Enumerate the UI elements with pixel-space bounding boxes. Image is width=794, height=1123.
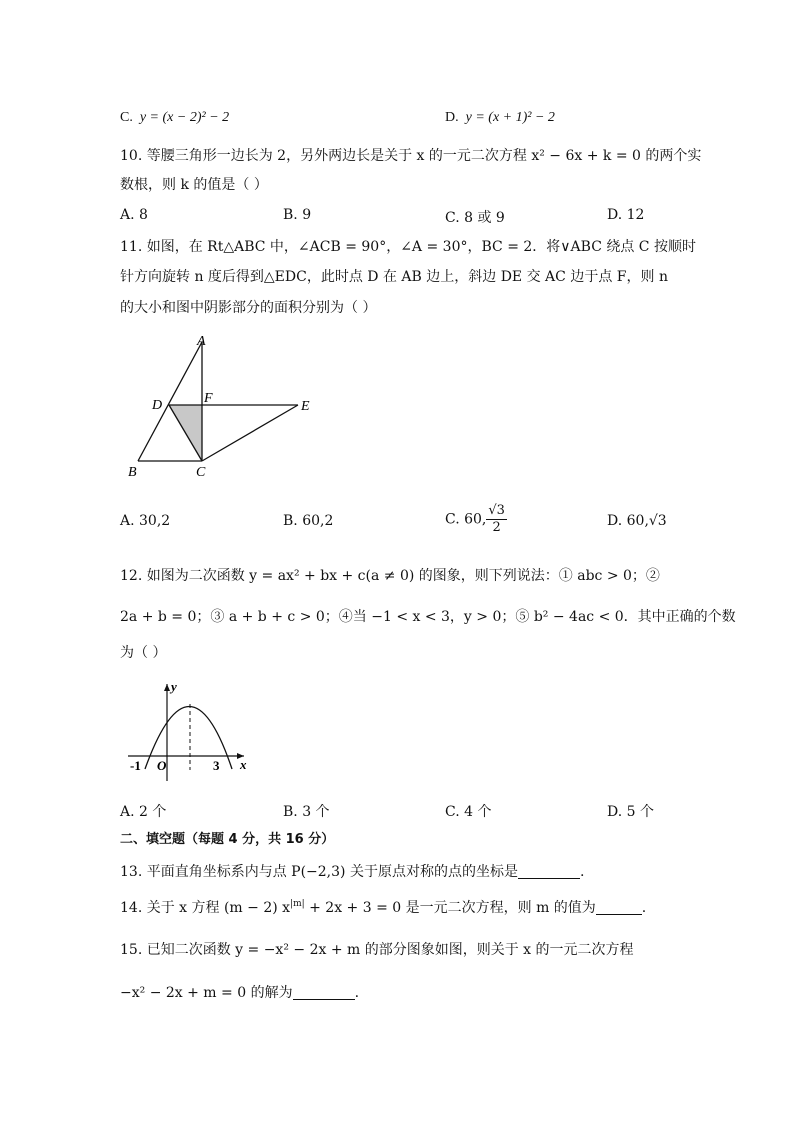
q9-option-c-letter: C.	[120, 110, 133, 125]
q11-line3: 的大小和图中阴影部分的面积分别为（ ）	[120, 300, 377, 316]
y-axis-arrow	[164, 684, 170, 691]
fraction-sqrt3-over-2	[486, 503, 507, 536]
q15-line2-text: −x² − 2x + m = 0 的解为	[120, 985, 293, 1001]
q13-end: .	[579, 864, 585, 880]
label-a: A	[197, 334, 206, 349]
fraction-numerator: √3	[488, 503, 505, 518]
q13-answer-blank	[518, 864, 580, 879]
q10-line2: 数根，则 k 的值是（ ）	[120, 177, 268, 193]
q15-line1: 15. 已知二次函数 y = −x² − 2x + m 的部分图象如图，则关于 x 的一元二次方程	[120, 942, 634, 958]
fraction-denominator: 2	[492, 520, 501, 535]
q9-option-d-formula: y = (x + 1)² − 2	[465, 110, 555, 125]
q12-parabola-graph	[120, 676, 255, 786]
q10-option-d: D. 12	[607, 207, 645, 223]
label-b: B	[128, 465, 137, 480]
q9-option-c	[120, 108, 229, 128]
label-d: D	[152, 398, 163, 413]
label-e: E	[301, 399, 310, 414]
q12-option-b: B. 3 个	[283, 804, 330, 820]
q12-line1: 12. 如图为二次函数 y = ax² + bx + c(a ≠ 0) 的图象，则下列说法：① abc > 0；②	[120, 568, 660, 584]
q11-triangle-figure	[120, 330, 330, 480]
q15-end: .	[354, 985, 360, 1001]
q11-line1: 11. 如图，在 Rt△ABC 中，∠ACB = 90°，∠A = 30°，BC = 2．将∨ABC 绕点 C 按顺时	[120, 239, 696, 255]
q14	[120, 898, 646, 918]
q10-option-b: B. 9	[283, 207, 312, 223]
q12-option-c: C. 4 个	[445, 804, 492, 820]
tick-label-3: 3	[213, 758, 220, 773]
q11-option-c-prefix: C. 60,	[445, 511, 487, 528]
label-f: F	[204, 391, 213, 406]
q14-text-post: + 2x + 3 = 0 是一元二次方程，则 m 的值为	[304, 900, 596, 916]
q15-answer-blank	[293, 985, 355, 1000]
q10-option-c: C. 8 或 9	[445, 210, 505, 226]
x-axis-label: x	[240, 757, 247, 772]
q15-line2	[120, 983, 359, 1003]
q10-option-a: A. 8	[120, 207, 148, 223]
q11-option-b: B. 60,2	[283, 513, 334, 529]
q13	[120, 862, 584, 882]
section-2-title: 二、填空题（每题 4 分，共 16 分）	[120, 832, 335, 847]
q14-text-pre: 14. 关于 x 方程 (m − 2) x	[120, 900, 291, 916]
segment-ce	[202, 405, 298, 461]
q14-end: .	[641, 900, 647, 916]
q10-line1: 10. 等腰三角形一边长为 2，另外两边长是关于 x 的一元二次方程 x² − 6x + k = 0 的两个实	[120, 148, 702, 164]
q11-line2: 针方向旋转 n 度后得到△EDC，此时点 D 在 AB 边上，斜边 DE 交 AC 边于点 F，则 n	[120, 269, 668, 285]
q14-answer-blank	[596, 900, 642, 915]
y-axis-label: y	[171, 679, 177, 694]
q13-text: 13. 平面直角坐标系内与点 P(−2,3) 关于原点对称的点的坐标是	[120, 864, 518, 880]
q9-option-d	[445, 108, 555, 128]
label-c: C	[196, 465, 206, 480]
tick-label-neg1: -1	[130, 758, 141, 773]
q11-option-a: A. 30,2	[120, 513, 171, 529]
q14-exponent: |m|	[290, 899, 305, 909]
q11-option-c	[445, 503, 507, 536]
q11-option-d: D. 60,√3	[607, 513, 667, 529]
q12-line2: 2a + b = 0；③ a + b + c > 0；④当 −1 < x < 3，y > 0；⑤ b² − 4ac < 0．其中正确的个数	[120, 609, 736, 625]
q9-option-d-letter: D.	[445, 110, 459, 125]
q12-option-a: A. 2 个	[120, 804, 167, 820]
q12-line3: 为（ ）	[120, 645, 167, 661]
q9-option-c-formula: y = (x − 2)² − 2	[139, 110, 230, 125]
q12-option-d: D. 5 个	[607, 804, 654, 820]
origin-label: O	[157, 758, 167, 773]
